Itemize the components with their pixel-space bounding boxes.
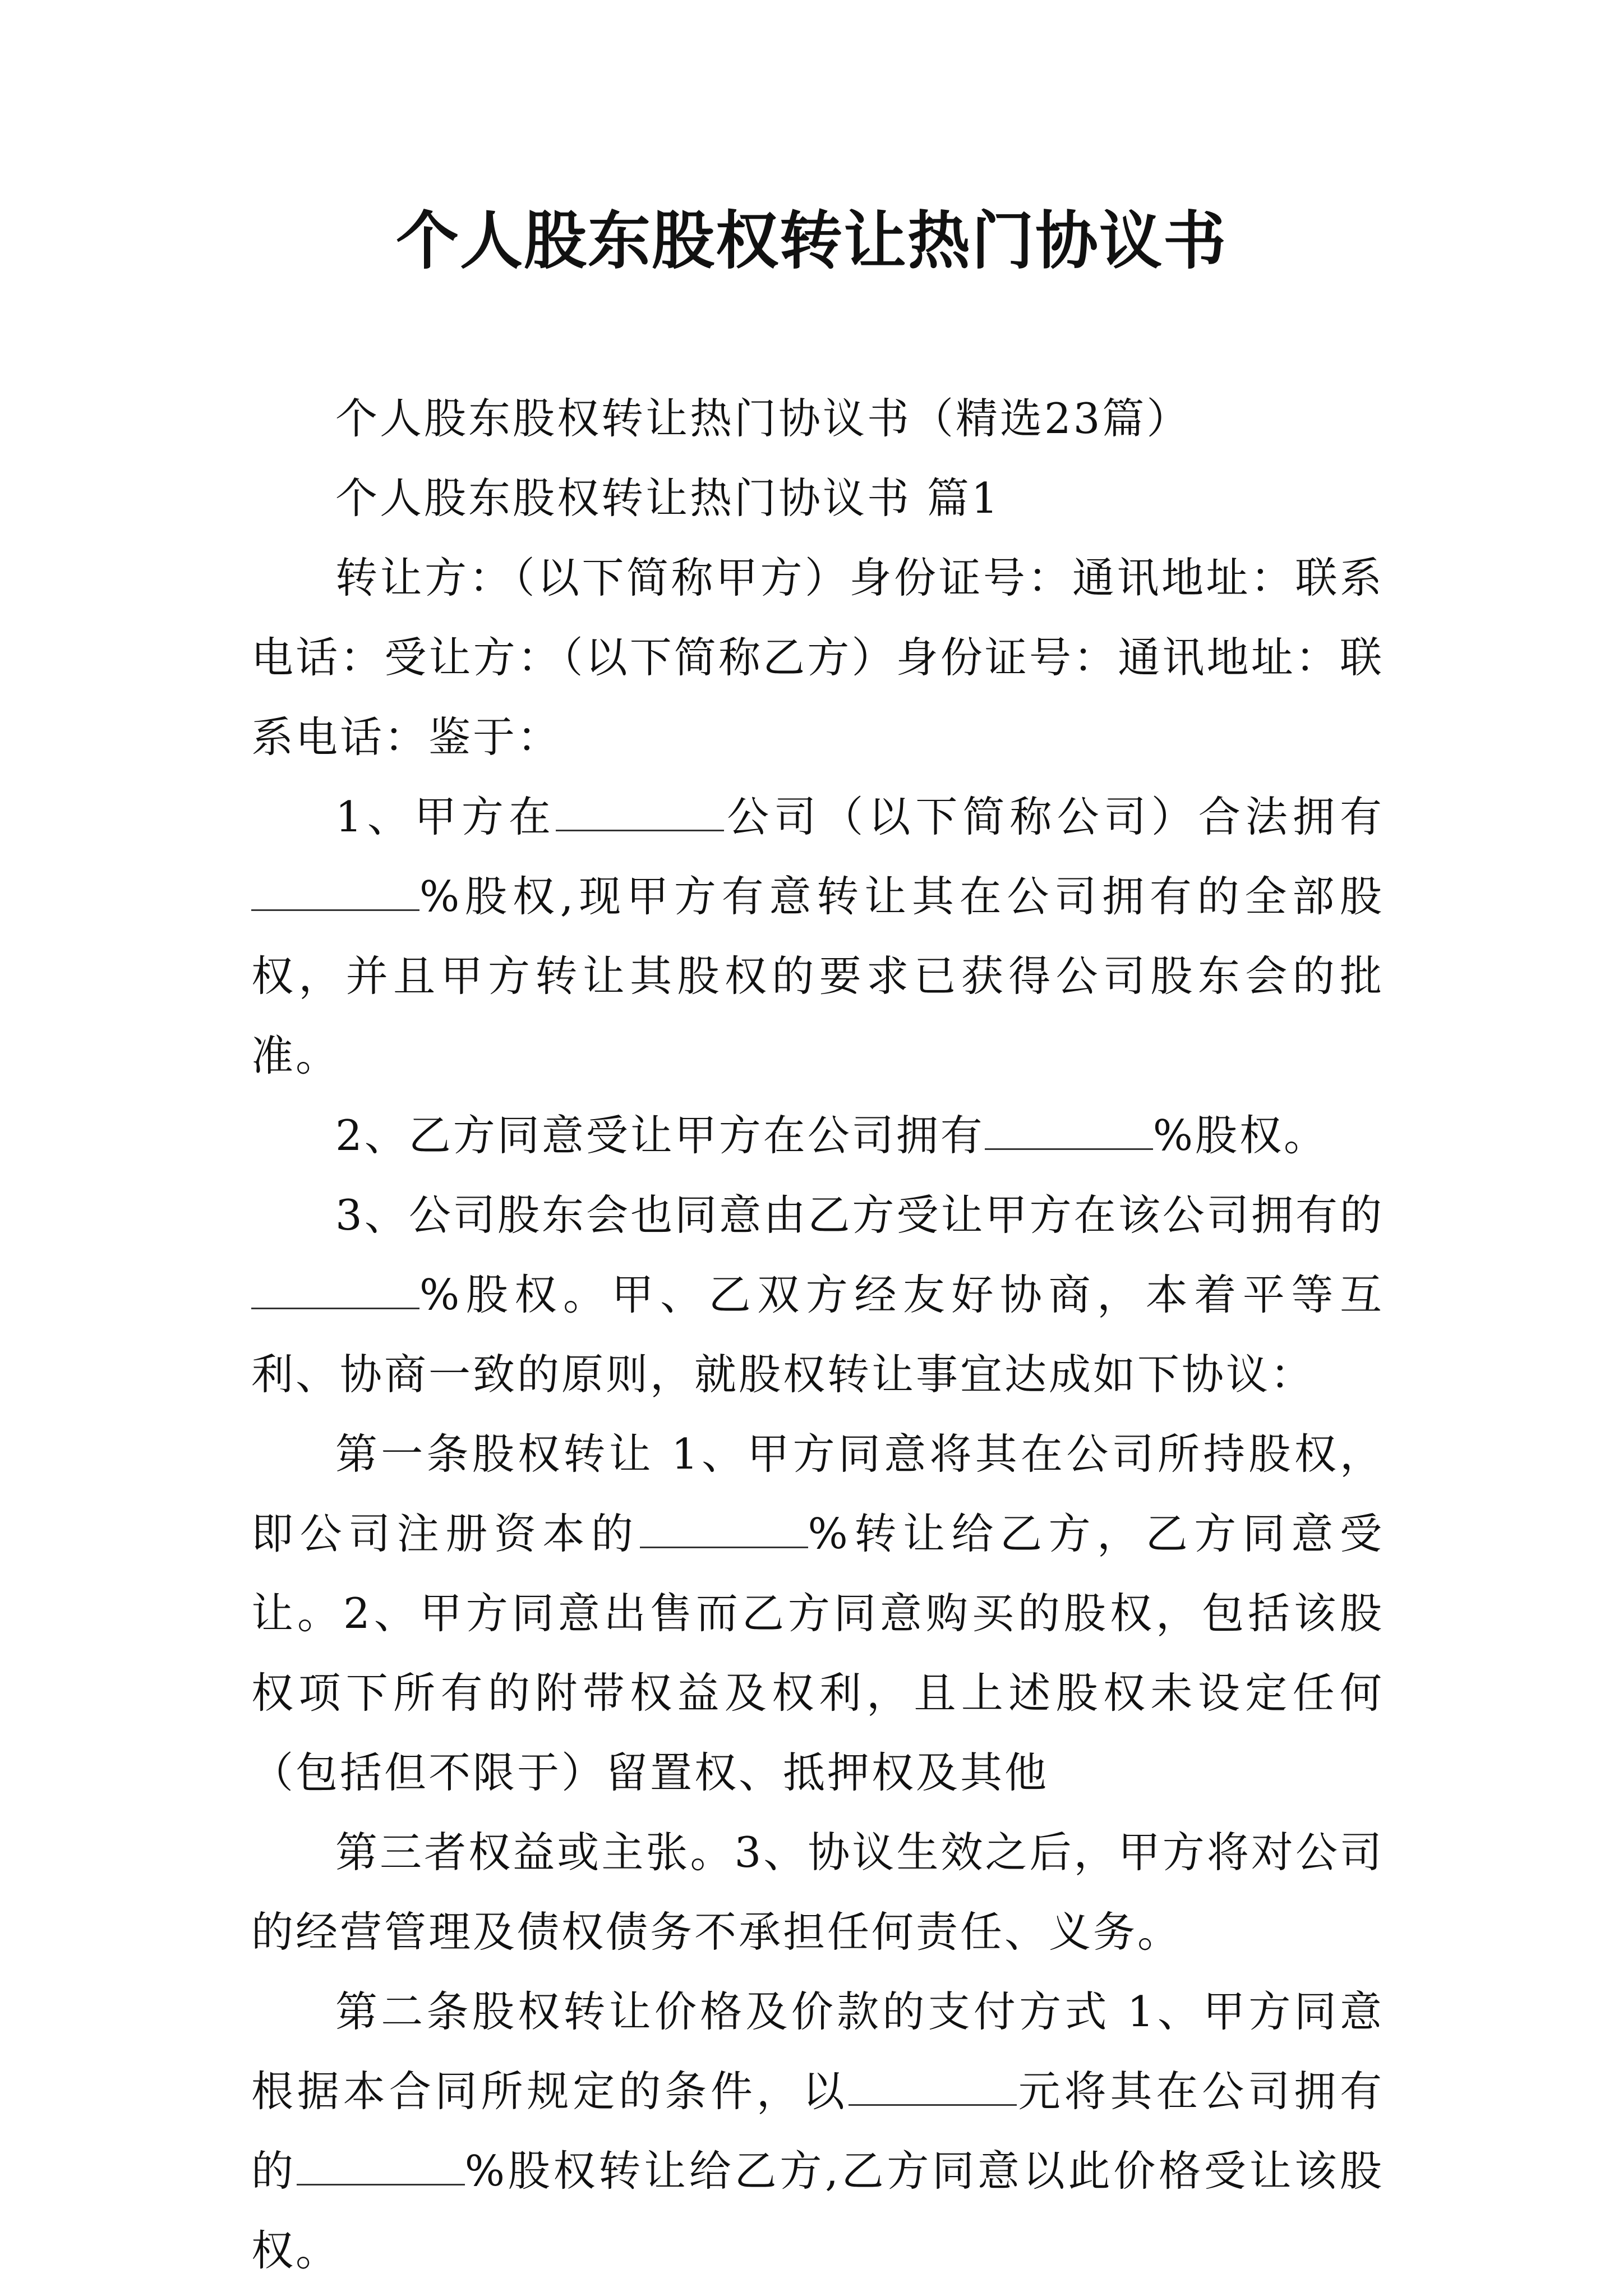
recital-2 [251,1096,1384,1175]
document-body [251,379,1384,2290]
blank-share-percent [251,1268,419,1309]
blank-registered-capital-percent [640,1507,808,1548]
recital-1-text-b: 公司（以下简称公司）合法拥有 [724,792,1384,841]
blank-price-amount [849,2065,1017,2106]
document-title: 个人股东股权转让热门协议书 [396,204,1227,278]
recital-1 [251,777,1384,1096]
subtitle: 个人股东股权转让热门协议书（精选23篇） [335,394,1191,443]
blank-share-percent [251,870,419,911]
blank-share-percent [297,2145,465,2185]
article-1-text-b: %转让给乙方，乙方同意受让。2、甲方同意出售而乙方同意购买的股权，包括该股权项下所有的附带权益及权利，且上述股权未设定任何（包括但不限于）留置权、抵押权及其他 [251,1509,1384,1797]
recital-2-text-b: %股权。 [1152,1111,1328,1160]
blank-share-percent [985,1109,1153,1150]
recital-3-text-a: 3、公司股东会也同意由乙方受让甲方在该公司拥有的 [335,1190,1384,1240]
recital-3-text-b: %股权。甲、乙双方经友好协商，本着平等互利、协商一致的原则，就股权转让事宜达成如下协议： [251,1270,1384,1399]
article-1-text-a: 第一条股权转让 1、甲方同意将其在公司所持股权，即公司注册资本的 [251,1429,1384,1558]
recital-1-text-a: 1、甲方在 [335,792,556,841]
article-2-text-a: 第二条股权转让价格及价款的支付方式 1、甲方同意根据本合同所规定的条件，以 [251,1987,1384,2116]
article-1 [251,1414,1384,1812]
recital-1-text-c: %股权,现甲方有意转让其在公司拥有的全部股权，并且甲方转让其股权的要求已获得公司股东会的批准。 [251,872,1384,1080]
recital-3 [251,1175,1384,1414]
recital-2-text-a: 2、乙方同意受让甲方在公司拥有 [335,1111,985,1160]
article-2 [251,1972,1384,2290]
article-2-text-c: %股权转让给乙方,乙方同意以此价格受让该股权。 [251,2146,1384,2275]
article-1-continued: 第三者权益或主张。3、协议生效之后，甲方将对公司的经营管理及债权债务不承担任何责任、义务。 [251,1828,1384,1957]
article-2-text-b: 元将其在公司拥有的 [251,2067,1384,2196]
parties-paragraph: 转让方：（以下简称甲方）身份证号：通讯地址：联系电话：受让方：（以下简称乙方）身份证号：通讯地址：联系电话：鉴于： [251,553,1384,762]
blank-company-name [556,790,724,831]
section-heading: 个人股东股权转让热门协议书 篇1 [335,473,1000,523]
